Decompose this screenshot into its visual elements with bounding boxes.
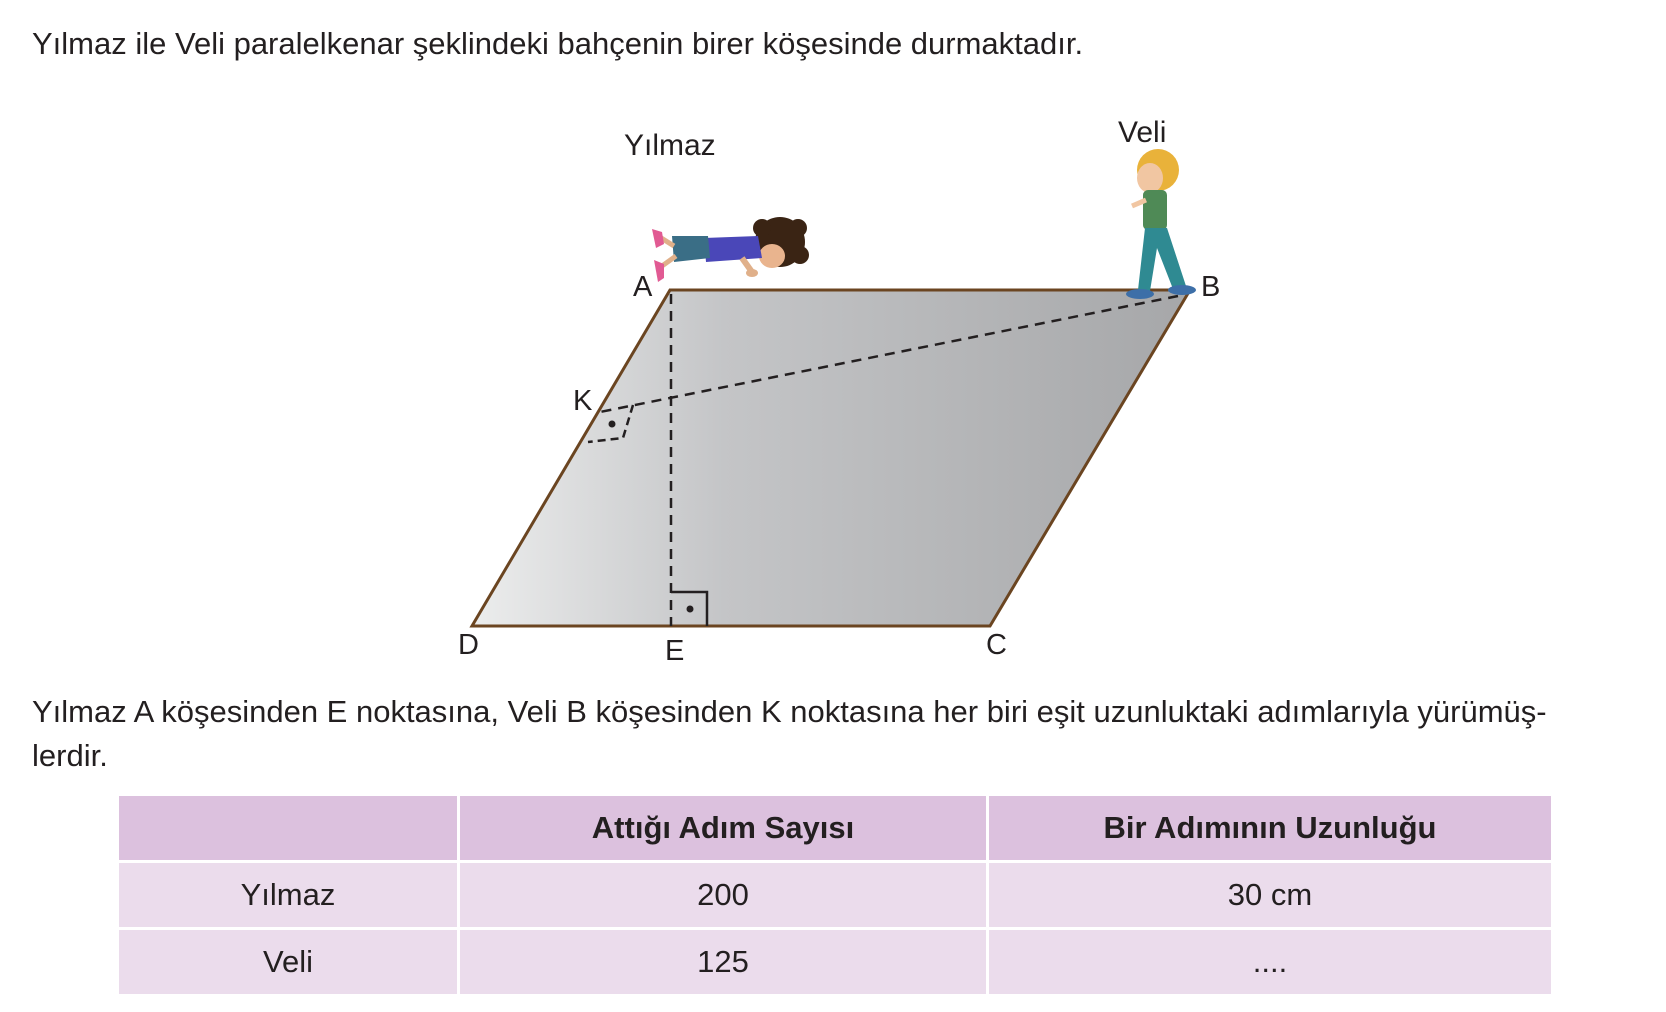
steps-table [116,793,1554,997]
table-row [119,863,1551,927]
character-label-veli: Veli [1118,116,1167,149]
point-label-d: D [458,629,479,661]
garden-parallelogram [472,290,1190,626]
point-label-b: B [1201,271,1221,303]
table-cell-step-count: 200 [460,863,986,927]
table-header-row [119,796,1551,860]
point-label-e: E [665,635,685,667]
table-cell-name: Veli [119,930,457,994]
table-header-empty [119,796,457,860]
table-row [119,930,1551,994]
table-header-step-count: Attığı Adım Sayısı [460,796,986,860]
point-label-k: K [573,385,593,417]
table-cell-name: Yılmaz [119,863,457,927]
table-cell-step-length: .... [989,930,1551,994]
table-header-step-length: Bir Adımının Uzunluğu [989,796,1551,860]
table-cell-step-count: 125 [460,930,986,994]
problem-line-1: Yılmaz A köşesinden E noktasına, Veli B köşesinden K noktasına her biri eşit uzunluktaki adımlarıyla yürümüş- [32,694,1547,729]
problem-line-2: lerdir. [32,738,108,773]
character-label-yilmaz: Yılmaz [624,129,716,162]
point-label-c: C [986,629,1007,661]
yilmaz-character-illustration [652,217,809,282]
problem-text [32,690,1632,778]
right-angle-dot-e [687,606,694,613]
table-cell-step-length: 30 cm [989,863,1551,927]
point-label-a: A [633,271,653,303]
veli-character-illustration [1126,149,1196,299]
right-angle-dot-k [609,421,616,428]
intro-text: Yılmaz ile Veli paralelkenar şeklindeki bahçenin birer köşesinde durmaktadır. [32,26,1084,61]
